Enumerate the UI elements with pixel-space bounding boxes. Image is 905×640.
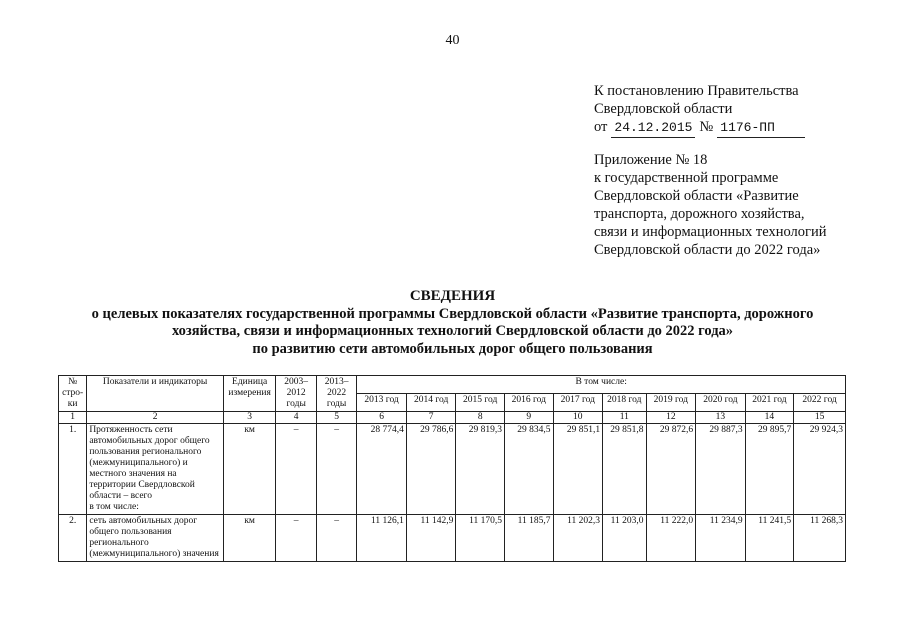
column-number: 7 (406, 412, 456, 424)
unit-cell: км (223, 515, 276, 562)
column-number: 14 (745, 412, 794, 424)
table-row (59, 424, 846, 515)
indicator-name (87, 515, 224, 562)
decree-number: 1176-ПП (717, 119, 805, 138)
value-cell: 11 241,5 (745, 515, 794, 562)
header-including: В том числе: (357, 376, 846, 394)
header-year: 2020 год (696, 394, 746, 412)
value-cell: 29 851,8 (603, 424, 646, 515)
value-cell: 29 786,6 (406, 424, 456, 515)
decree-line-2: Свердловской области (594, 101, 733, 117)
indicator-text: сеть автомобильных дорог общего пользования регионального (межмуниципального) значения (89, 516, 219, 559)
value-cell: 29 887,3 (696, 424, 746, 515)
table-row (59, 515, 846, 562)
header-year: 2022 год (794, 394, 846, 412)
column-number: 2 (87, 412, 224, 424)
heading-line-2: хозяйства, связи и информационных технологий Свердловской области до 2022 года» (171, 323, 734, 339)
indicators-table (58, 375, 846, 562)
header-unit: Единица измерения (223, 376, 276, 412)
heading-line-1: о целевых показателях государственной программы Свердловской области «Развитие транспорта, дорожного (91, 305, 814, 322)
value-cell: 11 203,0 (603, 515, 646, 562)
value-cell: 29 851,1 (553, 424, 603, 515)
decree-date: 24.12.2015 (611, 119, 695, 138)
number-label: № (699, 119, 714, 135)
column-number: 3 (223, 412, 276, 424)
value-cell: 11 202,3 (553, 515, 603, 562)
page-number: 40 (445, 33, 460, 48)
value-cell: 11 126,1 (357, 515, 407, 562)
value-cell: 11 185,7 (504, 515, 553, 562)
header-year: 2017 год (553, 394, 603, 412)
header-row-1 (59, 376, 846, 394)
heading-title: СВЕДЕНИЯ (409, 288, 496, 304)
column-number-row (59, 412, 846, 424)
appendix-line: Приложение № 18 (594, 152, 708, 168)
indicator-sub: в том числе: (89, 502, 139, 512)
header-year: 2013 год (357, 394, 407, 412)
header-year: 2016 год (504, 394, 553, 412)
value-cell: 29 872,6 (646, 424, 696, 515)
indicator-name (87, 424, 224, 515)
decree-line-1: К постановлению Правительства (594, 83, 799, 99)
column-number: 6 (357, 412, 407, 424)
value-cell: 11 142,9 (406, 515, 456, 562)
column-number: 11 (603, 412, 646, 424)
column-number: 15 (794, 412, 846, 424)
header-year: 2015 год (456, 394, 505, 412)
header-period-2013: 2013–2022 годы (316, 376, 356, 412)
column-number: 13 (696, 412, 746, 424)
indicator-text: Протяженность сети автомобильных дорог общего пользования регионального (межмуниципального) и местного значения на территории Свердловской области – всего (89, 425, 210, 501)
period-2013-cell: – (316, 424, 356, 515)
value-cell: 11 268,3 (794, 515, 846, 562)
header-year: 2014 год (406, 394, 456, 412)
appendix-line: Свердловской области до 2022 года» (594, 242, 821, 258)
header-indicator: Показатели и индикаторы (87, 376, 224, 412)
value-cell: 29 834,5 (504, 424, 553, 515)
column-number: 9 (504, 412, 553, 424)
column-number: 1 (59, 412, 87, 424)
value-cell: 11 234,9 (696, 515, 746, 562)
column-number: 4 (276, 412, 316, 424)
decree-date-number (594, 118, 894, 138)
appendix-note (594, 151, 894, 259)
document-heading (40, 288, 865, 358)
header-year: 2019 год (646, 394, 696, 412)
row-number: 1. (59, 424, 87, 515)
from-label: от (594, 119, 608, 135)
appendix-line: транспорта, дорожного хозяйства, (594, 206, 805, 222)
header-year: 2021 год (745, 394, 794, 412)
column-number: 10 (553, 412, 603, 424)
header-year: 2018 год (603, 394, 646, 412)
column-number: 5 (316, 412, 356, 424)
value-cell: 29 895,7 (745, 424, 794, 515)
appendix-line: к государственной программе (594, 170, 779, 186)
period-2013-cell: – (316, 515, 356, 562)
heading-line-3: по развитию сети автомобильных дорог общего пользования (252, 340, 653, 357)
column-number: 8 (456, 412, 505, 424)
header-row-no: № стро-ки (59, 376, 87, 412)
value-cell: 29 819,3 (456, 424, 505, 515)
value-cell: 28 774,4 (357, 424, 407, 515)
appendix-line: Свердловской области «Развитие (594, 188, 799, 204)
appendix-line: связи и информационных технологий (594, 224, 827, 240)
period-2003-cell: – (276, 515, 316, 562)
value-cell: 11 170,5 (456, 515, 505, 562)
unit-cell: км (223, 424, 276, 515)
value-cell: 11 222,0 (646, 515, 696, 562)
value-cell: 29 924,3 (794, 424, 846, 515)
decree-reference (594, 82, 894, 138)
period-2003-cell: – (276, 424, 316, 515)
column-number: 12 (646, 412, 696, 424)
header-period-2003: 2003–2012 годы (276, 376, 316, 412)
row-number: 2. (59, 515, 87, 562)
